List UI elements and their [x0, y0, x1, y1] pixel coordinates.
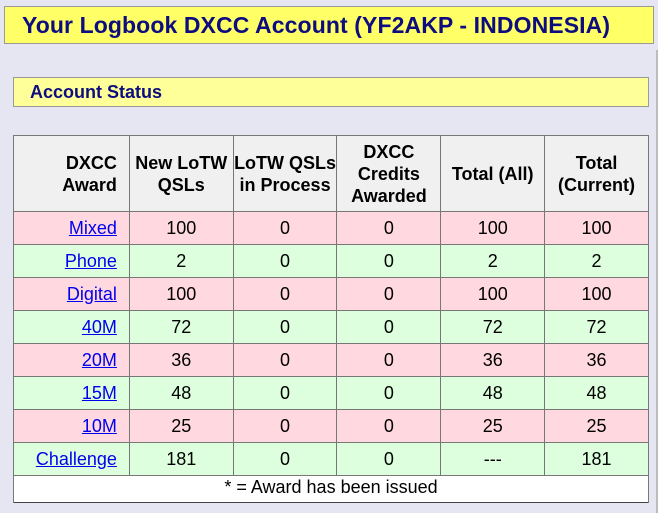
header-award: DXCC Award — [14, 136, 130, 212]
header-total-all: Total (All) — [441, 136, 545, 212]
page-title: Your Logbook DXCC Account (YF2AKP - INDONESIA) — [22, 11, 611, 38]
award-cell — [14, 245, 130, 278]
header-new-lotw: New LoTW QSLs — [129, 136, 233, 212]
credits-cell: 0 — [337, 377, 441, 410]
new-lotw-cell: 181 — [129, 443, 233, 476]
header-total-current: Total (Current) — [545, 136, 649, 212]
award-issued-footnote: * = Award has been issued — [14, 476, 649, 503]
award-link-10m[interactable]: 10M — [81, 415, 117, 436]
table-row — [14, 212, 649, 245]
award-cell — [14, 212, 130, 245]
credits-cell: 0 — [337, 410, 441, 443]
table-row — [14, 443, 649, 476]
total-all-cell: 100 — [441, 212, 545, 245]
award-cell — [14, 278, 130, 311]
award-link-40m[interactable]: 40M — [81, 316, 117, 337]
total-current-cell: 100 — [545, 212, 649, 245]
in-process-cell: 0 — [233, 410, 337, 443]
credits-cell: 0 — [337, 212, 441, 245]
new-lotw-cell: 100 — [129, 278, 233, 311]
table-row — [14, 410, 649, 443]
award-cell — [14, 410, 130, 443]
award-link-20m[interactable]: 20M — [81, 349, 117, 370]
table-row — [14, 311, 649, 344]
account-status-table — [13, 135, 649, 503]
total-all-cell: 25 — [441, 410, 545, 443]
new-lotw-cell: 36 — [129, 344, 233, 377]
credits-cell: 0 — [337, 245, 441, 278]
total-current-cell: 100 — [545, 278, 649, 311]
header-credits: DXCC Credits Awarded — [337, 136, 441, 212]
in-process-cell: 0 — [233, 245, 337, 278]
credits-cell: 0 — [337, 344, 441, 377]
footnote-row — [14, 476, 649, 503]
total-current-cell: 48 — [545, 377, 649, 410]
page-title-bar — [4, 6, 654, 44]
total-current-cell: 181 — [545, 443, 649, 476]
in-process-cell: 0 — [233, 344, 337, 377]
in-process-cell: 0 — [233, 311, 337, 344]
table-row — [14, 278, 649, 311]
new-lotw-cell: 72 — [129, 311, 233, 344]
table-row — [14, 344, 649, 377]
total-all-cell: 48 — [441, 377, 545, 410]
award-link-digital[interactable]: Digital — [66, 283, 117, 304]
account-status-bar — [13, 77, 649, 107]
award-link-challenge[interactable]: Challenge — [35, 448, 117, 469]
credits-cell: 0 — [337, 278, 441, 311]
table-header-row — [14, 136, 649, 212]
total-current-cell: 25 — [545, 410, 649, 443]
total-current-cell: 36 — [545, 344, 649, 377]
in-process-cell: 0 — [233, 278, 337, 311]
total-all-cell: 2 — [441, 245, 545, 278]
in-process-cell: 0 — [233, 212, 337, 245]
in-process-cell: 0 — [233, 377, 337, 410]
new-lotw-cell: 48 — [129, 377, 233, 410]
award-link-phone[interactable]: Phone — [64, 250, 117, 271]
new-lotw-cell: 2 — [129, 245, 233, 278]
table-row — [14, 245, 649, 278]
total-all-cell: --- — [441, 443, 545, 476]
table-row — [14, 377, 649, 410]
total-all-cell: 36 — [441, 344, 545, 377]
section-title: Account Status — [30, 81, 163, 102]
award-link-15m[interactable]: 15M — [81, 382, 117, 403]
total-all-cell: 100 — [441, 278, 545, 311]
credits-cell: 0 — [337, 443, 441, 476]
new-lotw-cell: 100 — [129, 212, 233, 245]
total-all-cell: 72 — [441, 311, 545, 344]
credits-cell: 0 — [337, 311, 441, 344]
award-cell — [14, 443, 130, 476]
new-lotw-cell: 25 — [129, 410, 233, 443]
in-process-cell: 0 — [233, 443, 337, 476]
total-current-cell: 72 — [545, 311, 649, 344]
award-cell — [14, 344, 130, 377]
award-cell — [14, 311, 130, 344]
total-current-cell: 2 — [545, 245, 649, 278]
header-in-process: LoTW QSLs in Process — [233, 136, 337, 212]
award-link-mixed[interactable]: Mixed — [68, 217, 117, 238]
award-cell — [14, 377, 130, 410]
